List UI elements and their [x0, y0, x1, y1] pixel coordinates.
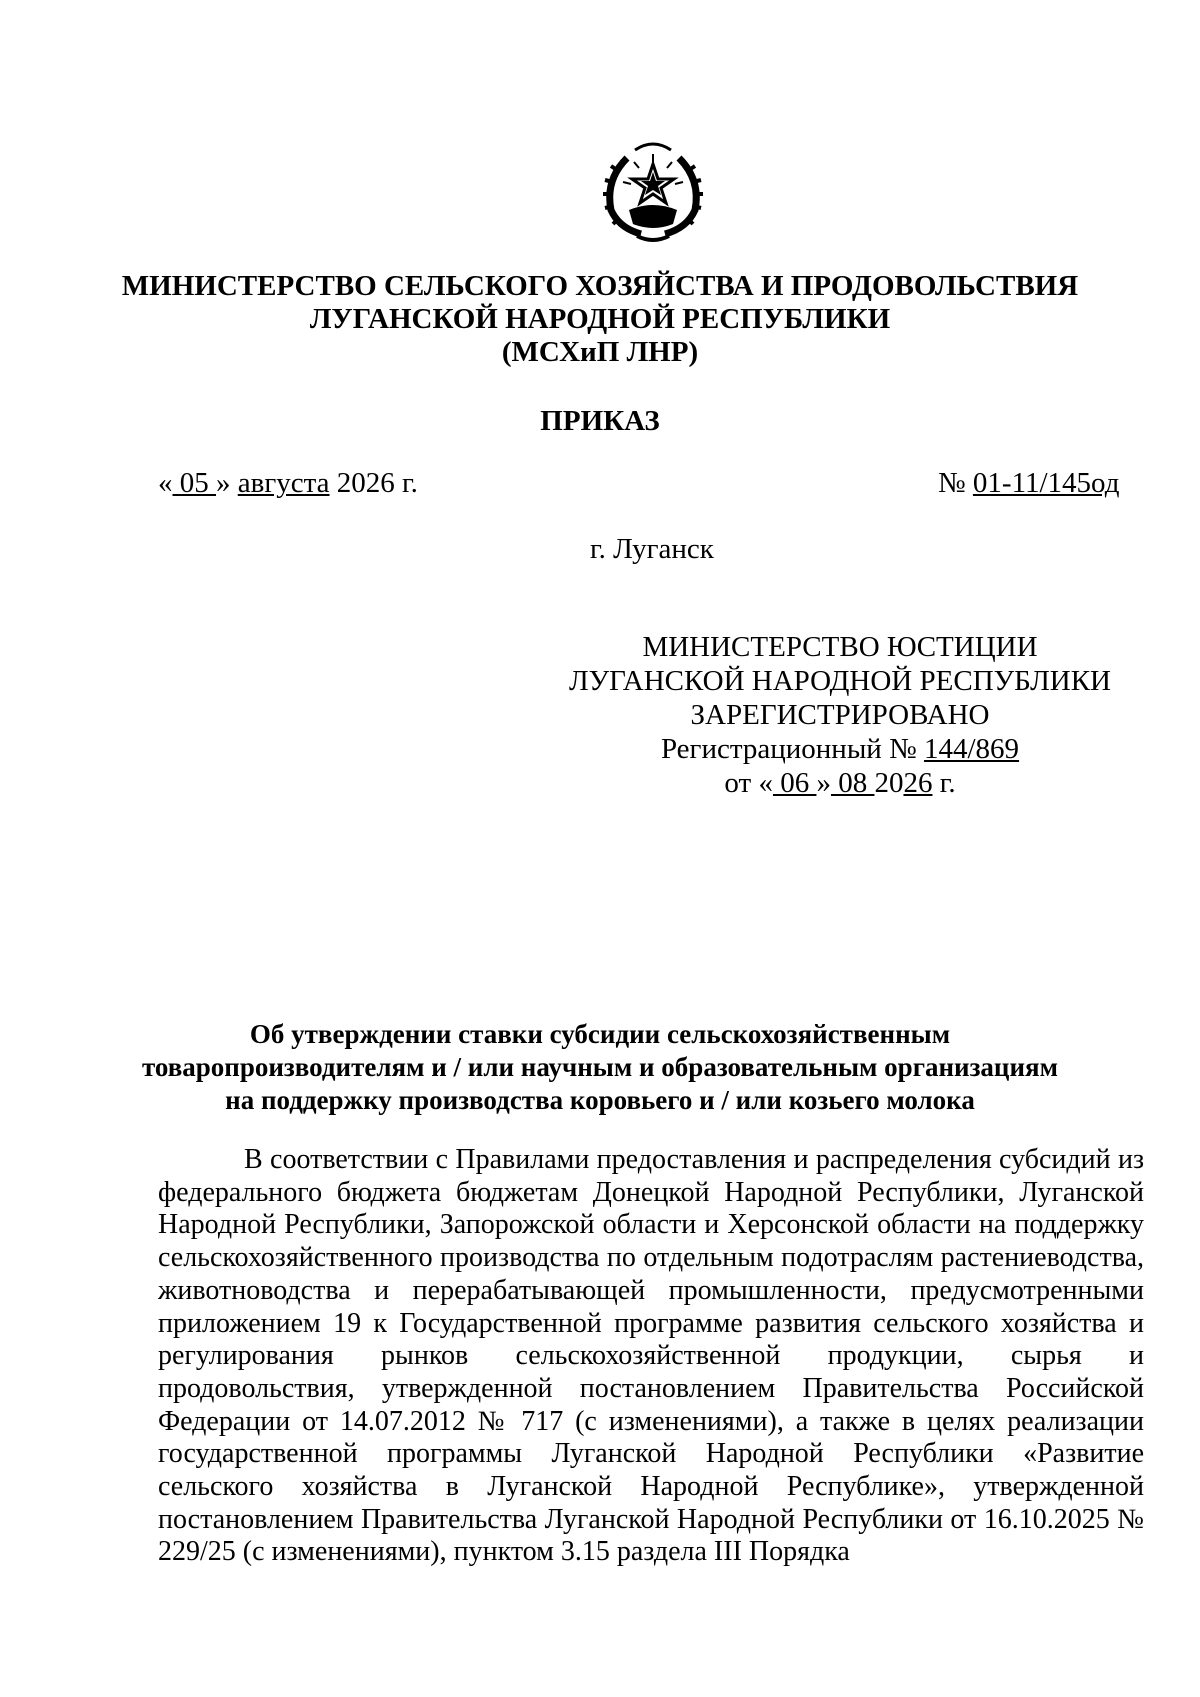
registration-date-year-b: 26 [903, 767, 933, 799]
order-day: 05 [172, 467, 216, 499]
order-number-prefix: № [938, 467, 973, 499]
order-subject [0, 1018, 1200, 1117]
city: г. Луганск [590, 533, 714, 565]
registration-date-suffix: г. [932, 767, 956, 799]
emblem-svg [597, 140, 709, 244]
coat-of-arms-icon [597, 140, 709, 244]
registration-date [560, 766, 1120, 800]
registration-number-value: 144/869 [924, 733, 1020, 765]
ministry-name-line2: ЛУГАНСКОЙ НАРОДНОЙ РЕСПУБЛИКИ [309, 303, 891, 335]
registration-line3: ЗАРЕГИСТРИРОВАНО [690, 699, 990, 731]
registration-stamp [560, 630, 1120, 800]
registration-date-prefix: от [724, 767, 759, 799]
order-title: ПРИКАЗ [540, 405, 660, 437]
registration-date-quote-open: « [758, 767, 773, 799]
order-date [158, 466, 418, 500]
date-quote-close: » [216, 467, 231, 499]
ministry-header [0, 270, 1200, 369]
ministry-abbreviation: (МСХиП ЛНР) [501, 336, 699, 368]
registration-date-year-a: 20 [874, 767, 904, 799]
registration-line2: ЛУГАНСКОЙ НАРОДНОЙ РЕСПУБЛИКИ [568, 665, 1111, 697]
ministry-name-line1: МИНИСТЕРСТВО СЕЛЬСКОГО ХОЗЯЙСТВА И ПРОДОВОЛЬСТВИЯ [121, 270, 1079, 302]
registration-date-quote-close: » [816, 767, 831, 799]
subject-line2: товаропроизводителям и / или научным и образовательным организациям [141, 1052, 1059, 1082]
body-paragraph: В соответствии с Правилами предоставления и распределения субсидий из федерального бюджета бюджетам Донецкой Народной Республики, Луганской Народной Республики, Запорожской области и Херсонской области на поддержку сельскохозяйственного производства по отдельным подотраслям растениеводства, животноводства и перерабатывающей промышленности, предусмотренными приложением 19 к Государственной программе развития сельского хозяйства и регулирования рынков сельскохозяйственной продукции, сырья и продовольствия, утвержденной постановлением Правительства Российской Федерации от 14.07.2012 № 717 (с изменениями), а также в целях реализации государственной программы Луганской Народной Республики «Развитие сельского хозяйства в Луганской Народной Республике», утвержденной постановлением Правительства Луганской Народной Республики от 16.10.2025 № 229/25 (с изменениями), пунктом 3.15 раздела III Порядка [158, 1144, 1144, 1568]
registration-number [560, 732, 1120, 766]
registration-date-day: 06 [772, 767, 817, 799]
subject-line3: на поддержку производства коровьего и / или козьего молока [225, 1085, 975, 1115]
date-quote-open: « [158, 467, 173, 499]
registration-date-month: 08 [830, 767, 875, 799]
order-year: 2026 г. [329, 467, 418, 499]
order-number [938, 466, 1119, 500]
order-number-value: 01-11/145од [972, 467, 1120, 499]
subject-line1: Об утверждении ставки субсидии сельскохозяйственным [249, 1019, 951, 1049]
registration-line1: МИНИСТЕРСТВО ЮСТИЦИИ [642, 631, 1038, 663]
order-month: августа [237, 467, 330, 499]
registration-number-prefix: Регистрационный № [660, 733, 924, 765]
